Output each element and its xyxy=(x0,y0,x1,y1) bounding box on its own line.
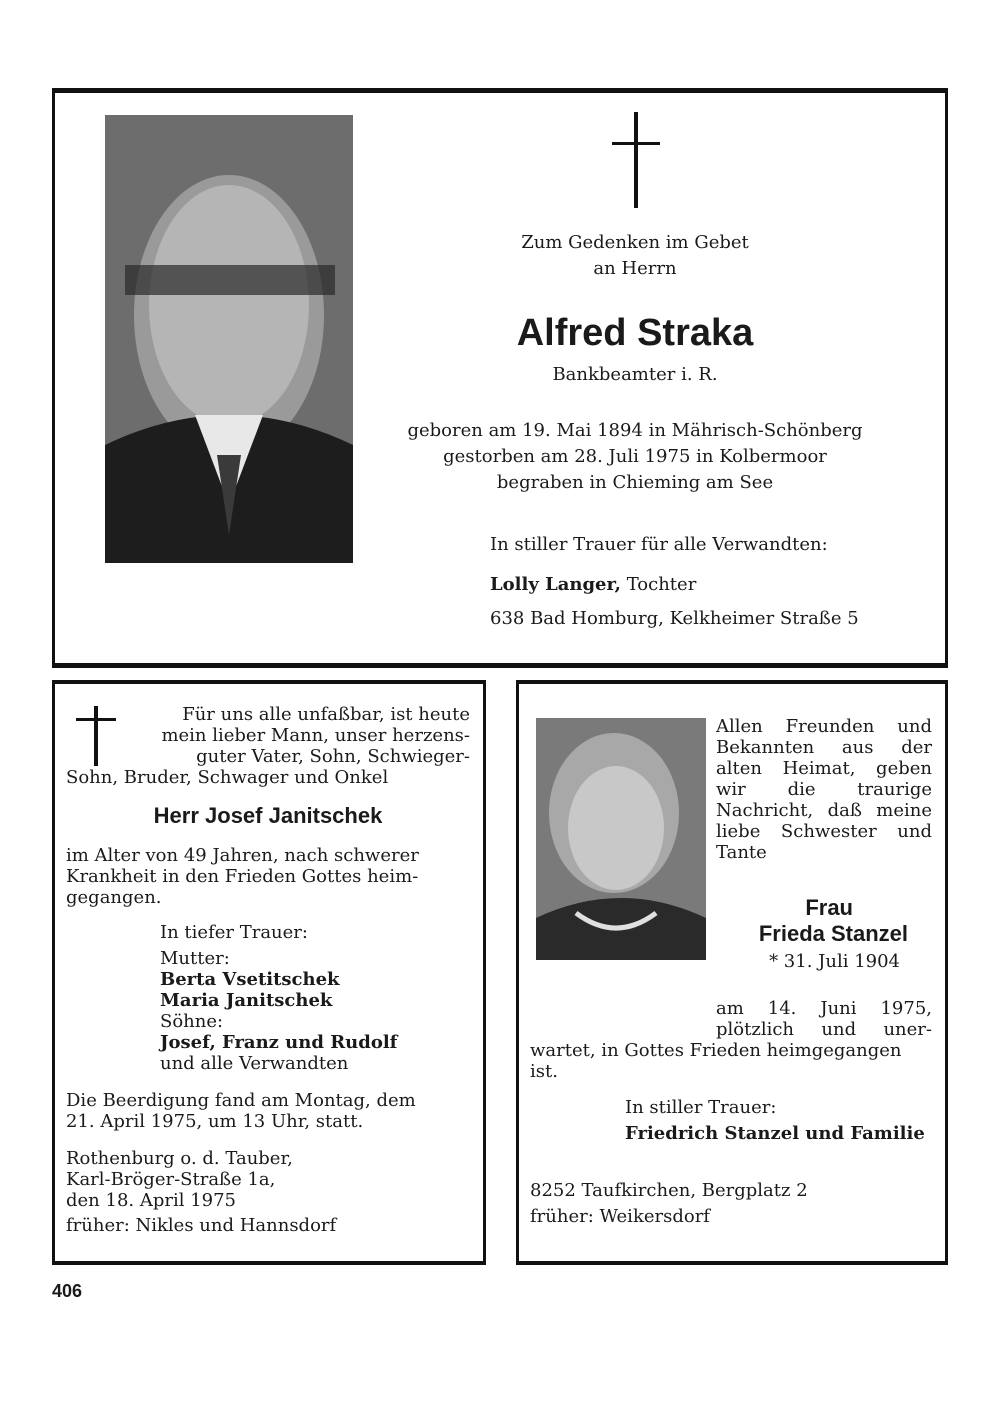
sons-names: Josef, Franz und Rudolf xyxy=(160,1032,398,1053)
address: 638 Bad Homburg, Kelkheimer Straße 5 xyxy=(490,608,859,629)
death-line-1: im Alter von 49 Jahren, nach schwerer xyxy=(66,845,419,866)
birth-date: * 31. Juli 1904 xyxy=(769,951,900,972)
intro-line-3: guter Vater, Sohn, Schwieger- xyxy=(196,746,470,767)
occupation: Bankbeamter i. R. xyxy=(552,364,718,385)
mourner xyxy=(490,572,910,598)
title-frau: Frau xyxy=(805,895,853,920)
portrait-photo-alfred-straka xyxy=(105,115,353,563)
deceased-name-frieda: Frieda Stanzel xyxy=(758,921,908,946)
relatives: und alle Verwandten xyxy=(160,1053,349,1074)
mother-label: Mutter: xyxy=(160,948,230,969)
death-line-2: plötzlich und uner- xyxy=(716,1019,932,1040)
deceased-name-josef: Herr Josef Janitschek xyxy=(153,803,383,828)
former-residence: früher: Weikersdorf xyxy=(530,1206,710,1227)
death-line-4: ist. xyxy=(530,1061,558,1082)
mourner-relation: Tochter xyxy=(626,574,697,595)
page-number: 406 xyxy=(52,1281,83,1301)
intro-line-1: Zum Gedenken im Gebet xyxy=(521,232,749,253)
intro-line-4: wir die traurige xyxy=(716,779,932,800)
birth-info: geboren am 19. Mai 1894 in Mährisch-Schönberg xyxy=(407,420,863,441)
intro-line-2: Bekannten aus der xyxy=(716,737,932,758)
intro-line-4: Sohn, Bruder, Schwager und Onkel xyxy=(66,767,389,788)
death-line-3: wartet, in Gottes Frieden heimgegangen xyxy=(530,1040,902,1061)
sons-label: Söhne: xyxy=(160,1011,224,1032)
intro-line-1: Allen Freunden und xyxy=(716,716,932,737)
intro-line-5: Nachricht, daß meine xyxy=(716,800,932,821)
funeral-line-2: 21. April 1975, um 13 Uhr, statt. xyxy=(66,1111,364,1132)
mourning-line: In stiller Trauer für alle Verwandten: xyxy=(490,534,828,555)
address-line-2: Karl-Bröger-Straße 1a, xyxy=(66,1169,276,1190)
death-line-3: gegangen. xyxy=(66,887,162,908)
intro-line-2: an Herrn xyxy=(593,258,677,279)
portrait-photo-frieda-stanzel xyxy=(536,718,706,960)
intro-line-7: Tante xyxy=(716,842,767,863)
address-line-3: den 18. April 1975 xyxy=(66,1190,237,1211)
mother-name-1: Berta Vsetitschek xyxy=(160,969,340,990)
intro-line-6: liebe Schwester und xyxy=(716,821,932,842)
mourning-label: In tiefer Trauer: xyxy=(160,922,308,943)
death-line-1: am 14. Juni 1975, xyxy=(716,998,932,1019)
intro-line-1: Für uns alle unfaßbar, ist heute xyxy=(182,704,470,725)
cross-symbol xyxy=(612,112,660,210)
burial-info: begraben in Chieming am See xyxy=(496,472,774,493)
address: 8252 Taufkirchen, Bergplatz 2 xyxy=(530,1180,808,1201)
intro-line-3: alten Heimat, geben xyxy=(716,758,932,779)
mourner-name: Lolly Langer, xyxy=(490,574,621,595)
deceased-name: Alfred Straka xyxy=(516,312,754,354)
mother-name-2: Maria Janitschek xyxy=(160,990,333,1011)
address-line-4: früher: Nikles und Hannsdorf xyxy=(66,1215,337,1236)
death-line-2: Krankheit in den Frieden Gottes heim- xyxy=(66,866,419,887)
mourning-label: In stiller Trauer: xyxy=(625,1097,777,1118)
cross-symbol-small xyxy=(76,706,116,766)
death-info: gestorben am 28. Juli 1975 in Kolbermoor xyxy=(443,446,827,467)
address-line-1: Rothenburg o. d. Tauber, xyxy=(66,1148,293,1169)
intro-line-2: mein lieber Mann, unser herzens- xyxy=(161,725,470,746)
funeral-line-1: Die Beerdigung fand am Montag, dem xyxy=(66,1090,416,1111)
mourner-names: Friedrich Stanzel und Familie xyxy=(625,1123,925,1144)
